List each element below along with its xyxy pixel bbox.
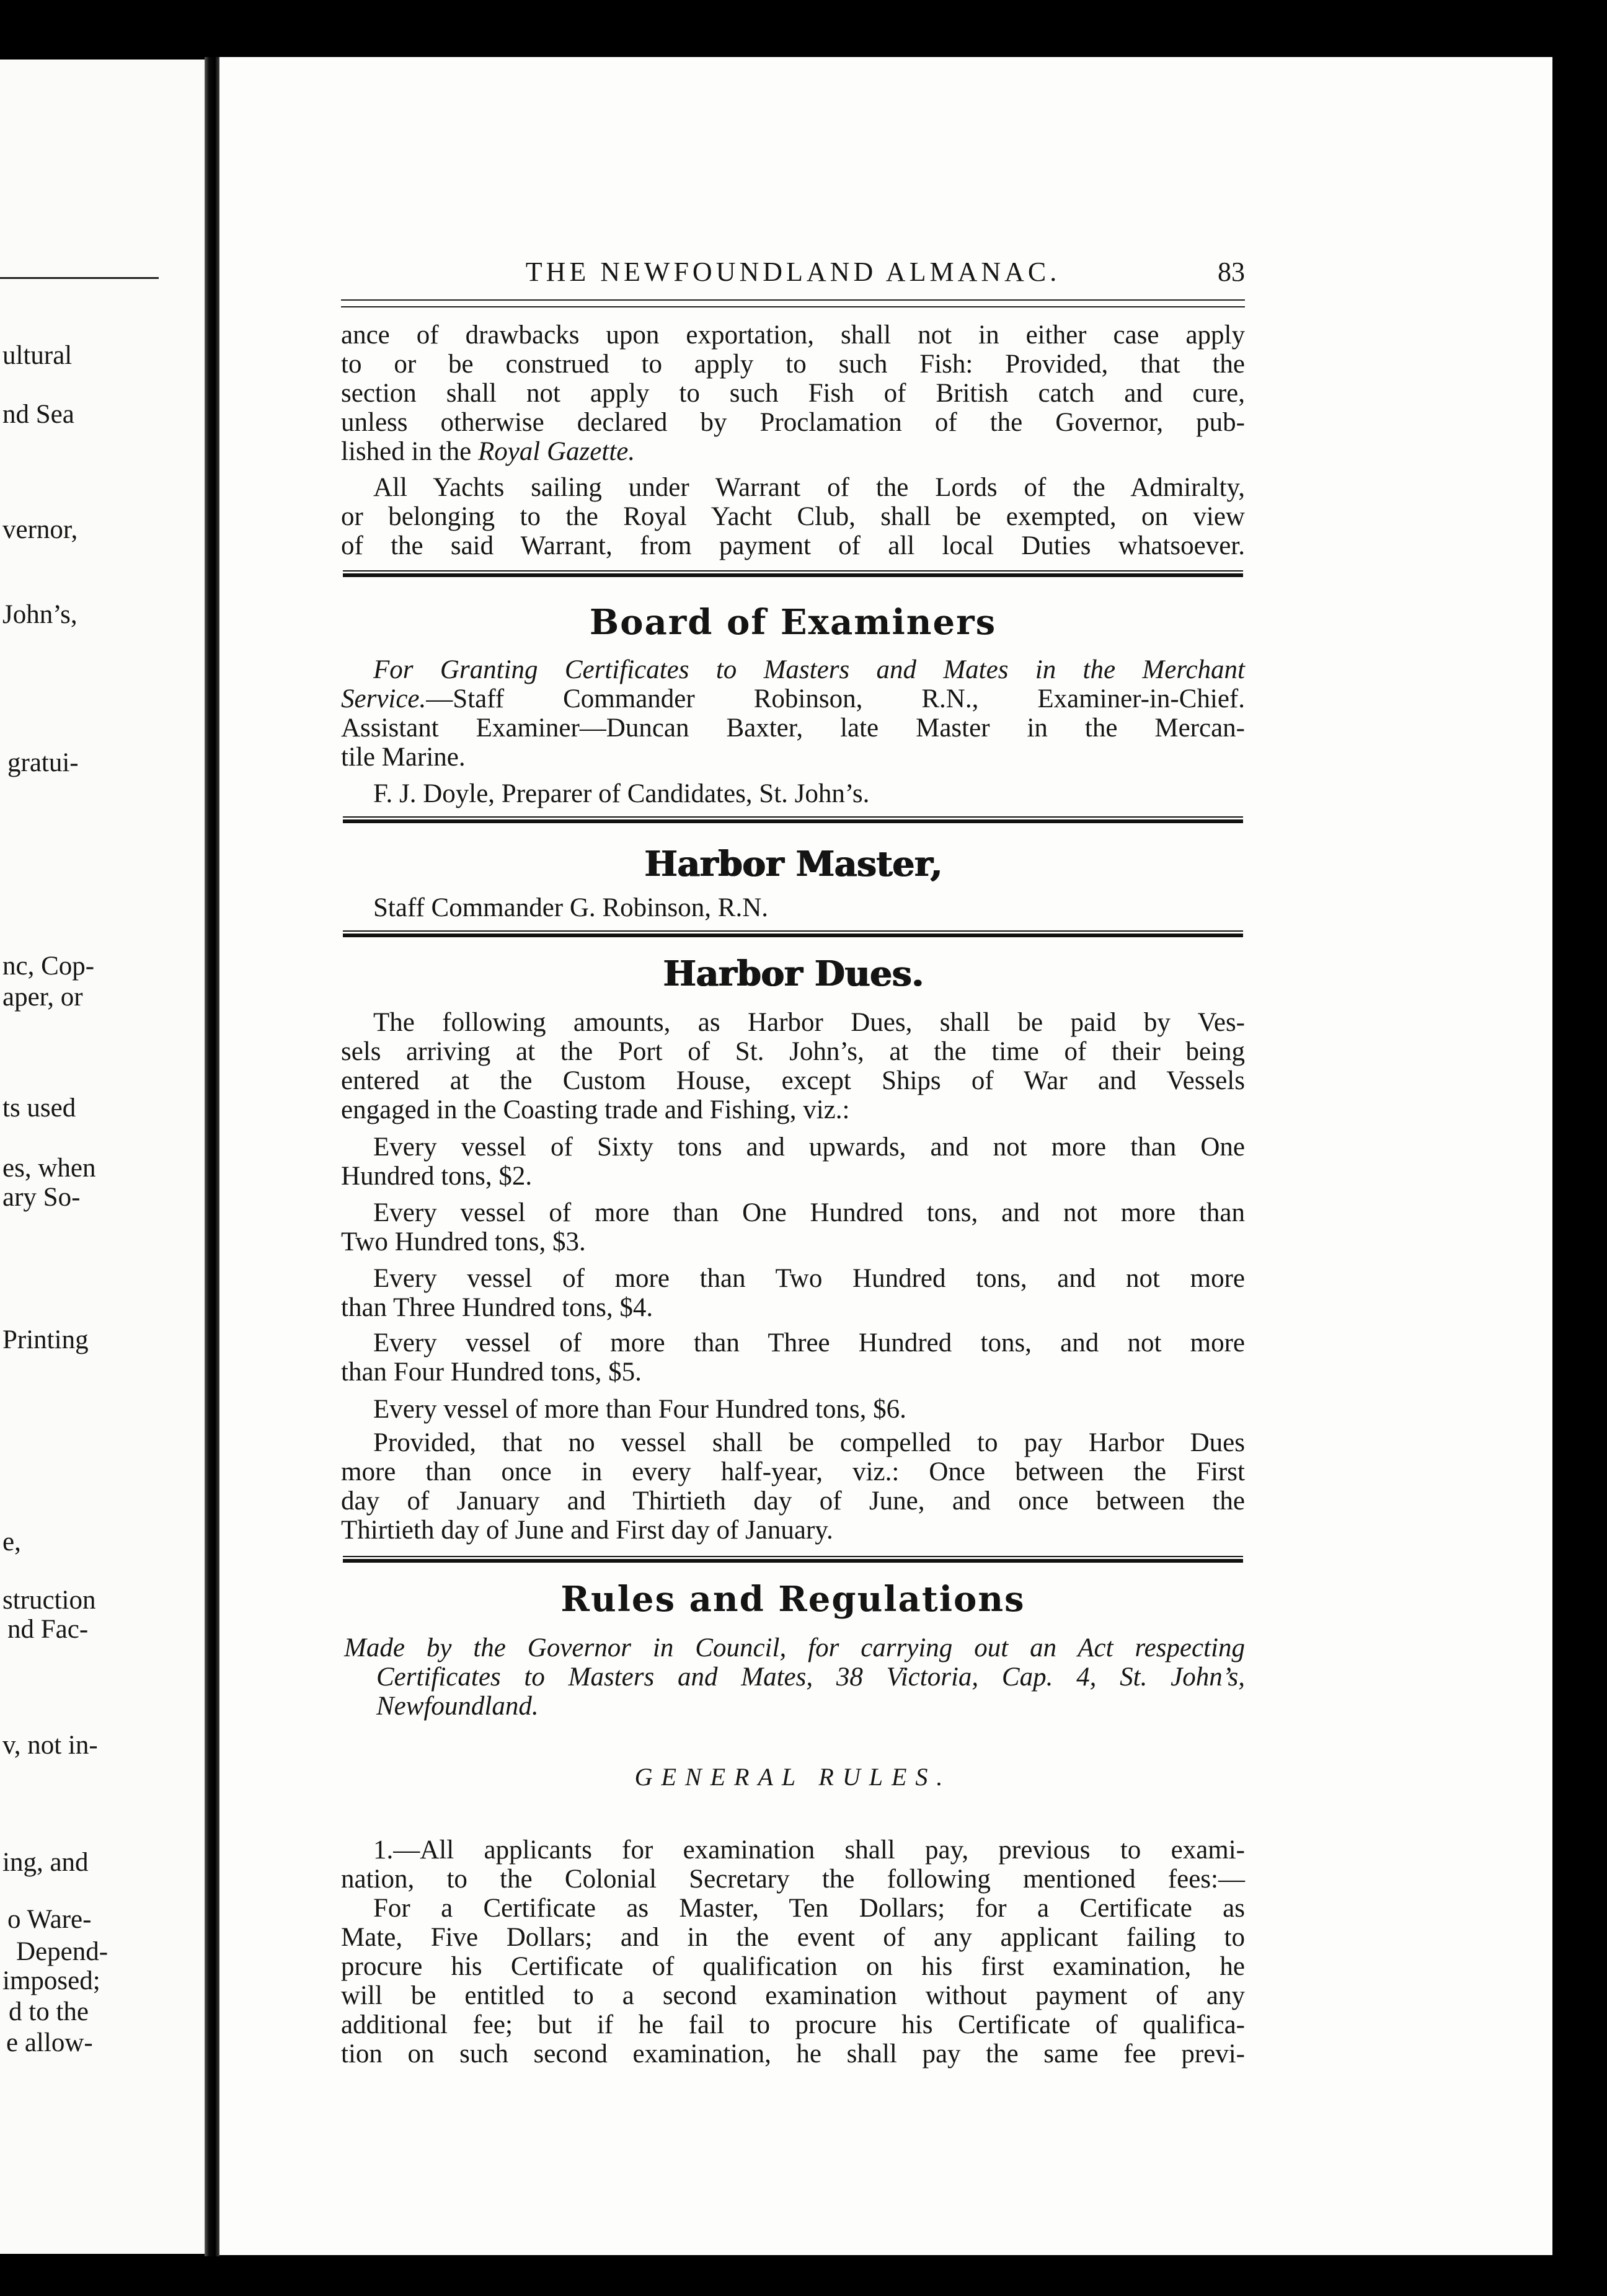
line-text: —Staff Commander Robinson, R.N., Examiner-in-Chief. (426, 684, 1245, 713)
left-page-fragment: ultural (2, 341, 73, 370)
left-page-fragment: ts used (2, 1093, 76, 1123)
harbor-master-paragraph (341, 893, 1245, 922)
paragraph-line: day of January and Thirtieth day of June, and once between the (341, 1486, 1245, 1516)
paragraph-line: unless otherwise declared by Proclamation of the Governor, pub- (341, 408, 1245, 437)
page-number: 83 (1218, 257, 1245, 287)
paragraph-line: Assistant Examiner—Duncan Baxter, late Master in the Mercan- (341, 713, 1245, 743)
left-page-fragment: imposed; (2, 1966, 100, 1995)
paragraph-line: additional fee; but if he fail to procure his Certificate of qualifica- (341, 2010, 1245, 2039)
paragraph-line: will be entitled to a second examination without payment of any (341, 1981, 1245, 2010)
paragraph-line: tile Marine. (341, 743, 466, 772)
harbor-dues-rate (341, 1328, 1245, 1387)
left-page-fragment: nc, Cop- (2, 952, 95, 981)
left-page-fragment: es, when (2, 1154, 96, 1183)
harbor-dues-rate (341, 1133, 1245, 1191)
yachts-paragraph (341, 473, 1245, 560)
rules-and-regulations-heading: Rules and Regulations (560, 1579, 1025, 1620)
rules-subtitle (344, 1633, 1245, 1721)
paragraph-line: ance of drawbacks upon exportation, shall not in either case apply (341, 320, 1245, 350)
rule-1-paragraph (341, 1835, 1245, 2069)
section-rule (343, 816, 1243, 823)
paragraph-line: nation, to the Colonial Secretary the following mentioned fees:— (341, 1865, 1245, 1894)
paragraph-line: tion on such second examination, he shall pay the same fee previ- (341, 2039, 1245, 2069)
general-rules-title: GENERAL RULES. (634, 1763, 952, 1791)
paragraph-line: more than once in every half-year, viz.: Once between the First (341, 1457, 1245, 1486)
paragraph-line: Hundred tons, $2. (341, 1162, 533, 1191)
preparer-paragraph (341, 779, 1245, 808)
harbor-dues-proviso (341, 1428, 1245, 1545)
paragraph-line: All Yachts sailing under Warrant of the Lords of the Admiralty, (373, 473, 1245, 502)
paragraph-line (341, 684, 1245, 713)
drawbacks-paragraph (341, 320, 1245, 466)
left-page-fragment: John’s, (2, 600, 77, 629)
left-page-fragment: e allow- (6, 2028, 93, 2057)
paragraph-line: F. J. Doyle, Preparer of Candidates, St. John’s. (373, 779, 870, 808)
italic-lead: Service. (341, 684, 427, 713)
running-head (341, 257, 1245, 286)
gazette-title: Royal Gazette. (477, 437, 635, 466)
section-rule (343, 1556, 1243, 1563)
paragraph-line: Newfoundland. (376, 1692, 539, 1721)
paragraph-line: Every vessel of more than Three Hundred tons, and not more (373, 1328, 1245, 1358)
harbor-dues-rate (341, 1264, 1245, 1322)
left-page-fragment: Depend- (16, 1937, 108, 1966)
harbor-dues-heading: Harbor Dues. (662, 953, 924, 994)
left-page-fragment: e, (2, 1527, 21, 1556)
left-page-fragment: ary So- (2, 1183, 81, 1212)
paragraph-line: Every vessel of Sixty tons and upwards, and not more than One (373, 1133, 1245, 1162)
left-page-fragment: gratui- (7, 748, 79, 777)
paragraph-line: The following amounts, as Harbor Dues, shall be paid by Ves- (373, 1008, 1245, 1037)
paragraph-line: sels arriving at the Port of St. John’s, at the time of their being (341, 1037, 1245, 1066)
paragraph-line: than Three Hundred tons, $4. (341, 1293, 653, 1322)
left-page-fragment: v, not in- (2, 1731, 98, 1760)
paragraph-line: For a Certificate as Master, Ten Dollars; for a Certificate as (373, 1894, 1245, 1923)
paragraph-line: entered at the Custom House, except Ships of War and Vessels (341, 1066, 1245, 1095)
left-page-fragment: aper, or (2, 982, 83, 1012)
paragraph-line: 1.—All applicants for examination shall pay, previous to exami- (373, 1835, 1245, 1865)
paragraph-line: Two Hundred tons, $3. (341, 1227, 586, 1256)
running-head-title: THE NEWFOUNDLAND ALMANAC. (525, 257, 1061, 287)
header-double-rule (341, 299, 1245, 307)
paragraph-line: Every vessel of more than One Hundred tons, and not more than (373, 1198, 1245, 1227)
paragraph-line: Staff Commander G. Robinson, R.N. (373, 893, 769, 922)
paragraph-line: to or be construed to apply to such Fish: Provided, that the (341, 350, 1245, 379)
board-of-examiners-paragraph (341, 655, 1245, 772)
paragraph-line: Thirtieth day of June and First day of January. (341, 1516, 833, 1545)
left-page-fragment: struction (2, 1586, 96, 1615)
left-page-fragment: nd Sea (2, 400, 74, 429)
paragraph-line: Every vessel of more than Two Hundred tons, and not more (373, 1264, 1245, 1293)
paragraph-line: Every vessel of more than Four Hundred tons, $6. (373, 1395, 906, 1424)
harbor-master-heading: Harbor Master, (644, 844, 942, 885)
paragraph-line: section shall not apply to such Fish of British catch and cure, (341, 379, 1245, 408)
paragraph-line: For Granting Certificates to Masters and Mates in the Merchant (373, 655, 1245, 684)
paragraph-line: than Four Hundred tons, $5. (341, 1358, 642, 1387)
harbor-dues-rate (341, 1395, 1245, 1424)
paragraph-line (341, 437, 1245, 466)
harbor-dues-rate (341, 1198, 1245, 1256)
left-page-fragment: Printing (2, 1325, 89, 1354)
paragraph-line: Mate, Five Dollars; and in the event of any applicant failing to (341, 1923, 1245, 1952)
left-page-fragment: o Ware- (7, 1905, 92, 1934)
left-page-fragment: d to the (9, 1997, 89, 2026)
paragraph-line: Made by the Governor in Council, for carrying out an Act respecting (344, 1633, 1245, 1662)
section-rule (343, 570, 1243, 577)
board-of-examiners-heading: Board of Examiners (589, 602, 997, 643)
line-text: lished in the (341, 437, 472, 466)
left-page-fragment: ing, and (2, 1848, 89, 1877)
paragraph-line: engaged in the Coasting trade and Fishing, viz.: (341, 1095, 850, 1124)
section-rule (343, 930, 1243, 937)
paragraph-line: procure his Certificate of qualification on his first examination, he (341, 1952, 1245, 1981)
paragraph-line: Certificates to Masters and Mates, 38 Victoria, Cap. 4, St. John’s, (376, 1662, 1245, 1692)
harbor-dues-intro (341, 1008, 1245, 1124)
paragraph-line: of the said Warrant, from payment of all local Duties whatsoever. (341, 531, 1245, 560)
left-page-fragment: vernor, (2, 515, 78, 544)
paragraph-line: Provided, that no vessel shall be compelled to pay Harbor Dues (373, 1428, 1245, 1457)
paragraph-line: or belonging to the Royal Yacht Club, shall be exempted, on view (341, 502, 1245, 531)
left-page-fragment: nd Fac- (7, 1615, 89, 1644)
